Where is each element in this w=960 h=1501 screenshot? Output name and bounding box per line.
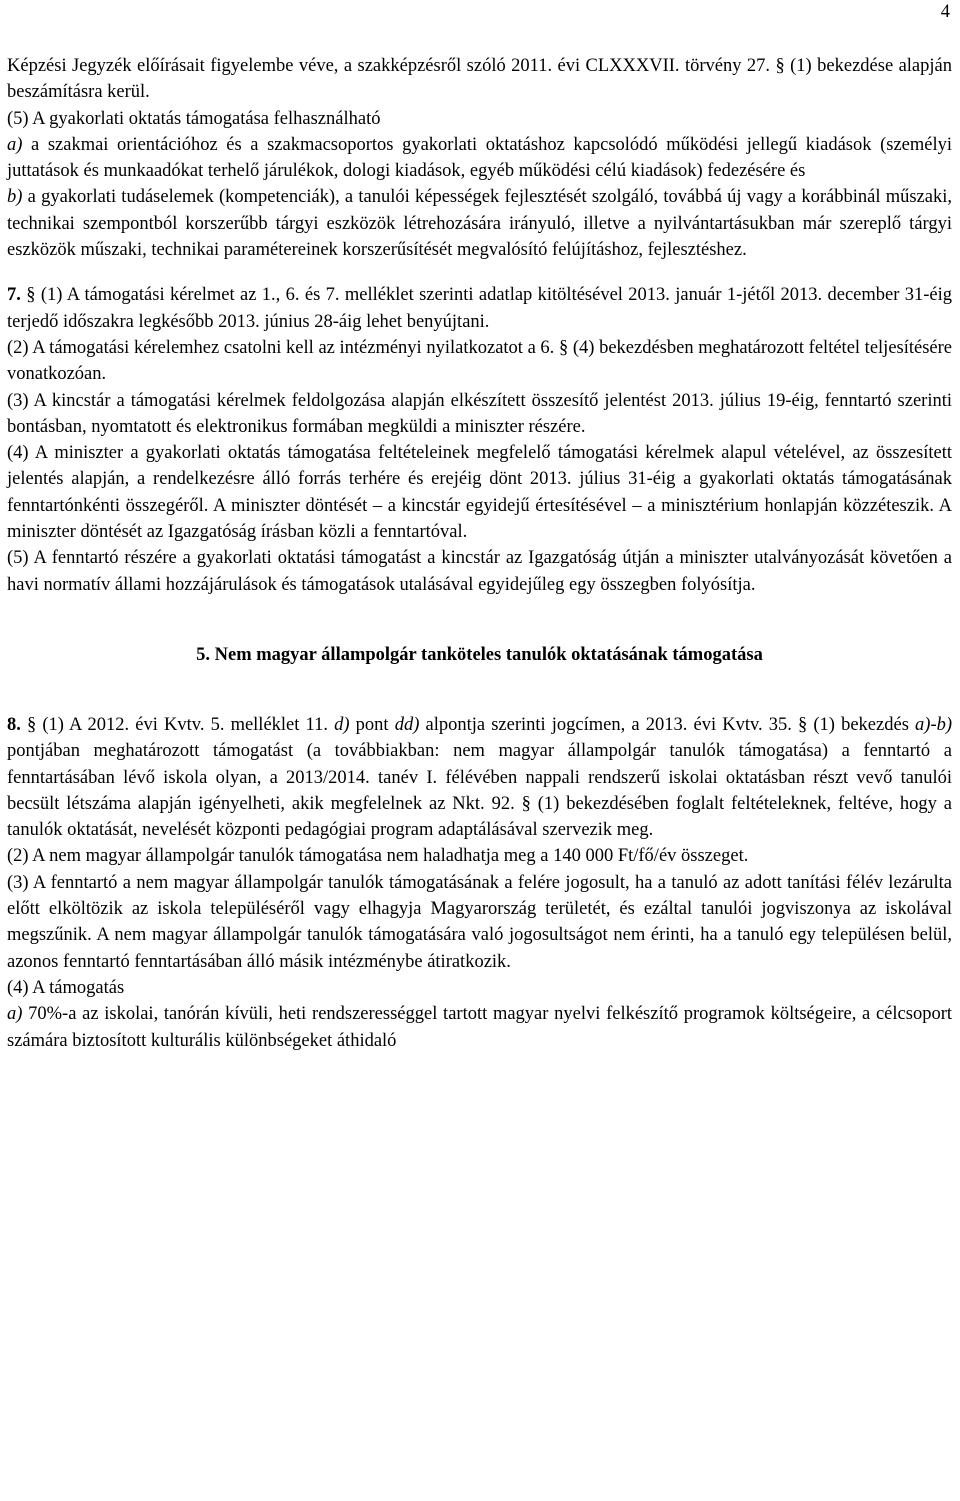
chapter-heading: 5. Nem magyar állampolgár tanköteles tanulók oktatásának támogatása [196, 644, 763, 665]
section-7-paragraph-2: (2) A támogatási kérelemhez csatolni kell az intézményi nyilatkozatot a 6. § (4) bekezdésben meghatározott feltétel teljesítésére vonatkozóan. [7, 337, 952, 385]
section-8-paragraph-1 [7, 712, 952, 843]
section-8-paragraph-4a [7, 1001, 952, 1054]
spacer [7, 598, 952, 642]
item-text: a szakmai orientációhoz és a szakmacsoportos gyakorlati oktatáshoz kapcsolódó működési jellegű kiadások (személyi juttatások és munkaadókat terhelő járulékok, dologi kiadások, egyéb működési célú kiadások) fedezésére és [7, 134, 952, 182]
text-run: pontjában meghatározott támogatást (a továbbiakban: nem magyar állampolgár tanulók támogatása) a fenntartó a fenntartásában lévő iskola olyan, a 2013/2014. tanév I. félévében nappali rendszerű iskolai oktatásban részt vevő tanulói becsült létszáma alapján igényelheti, akik megfelelnek az Nkt. 92. § (1) bekezdésében foglalt feltételeknek, feltéve, hogy a tanulók oktatását, nevelését központi pedagógiai program adaptálásával szervezik meg. [7, 741, 952, 841]
item-letter: a) [7, 1004, 23, 1025]
paragraph-5b [7, 184, 952, 263]
section-7-paragraph-5: (5) A fenntartó részére a gyakorlati oktatási támogatást a kincstár az Igazgatóság útján a miniszter utalványozását követően a havi normatív állami hozzájárulások és támogatások utalásával egyidejűleg egy összegben folyósítja. [7, 548, 952, 595]
text-run-italic: dd) [394, 714, 420, 735]
text-run: § (1) A 2012. évi Kvtv. 5. melléklet 11. [20, 714, 335, 735]
paragraph-text: § (1) A támogatási kérelmet az 1., 6. és 7. melléklet szerinti adatlap kitöltésével 2013. január 1-jétől 2013. december 31-éig terjedő időszakra legkésőbb 2013. június 28-áig lehet benyújtani. [7, 285, 952, 332]
text-run: pont [349, 714, 395, 735]
text-run-italic: d) [334, 714, 350, 735]
paragraph-5: (5) A gyakorlati oktatás támogatása felhasználható [7, 108, 381, 129]
section-number: 7. [7, 285, 21, 306]
text-run: alpontja szerinti jogcímen, a 2013. évi Kvtv. 35. § (1) bekezdés [419, 714, 916, 735]
paragraph-5a [7, 132, 952, 185]
item-text: a gyakorlati tudáselemek (kompetenciák), a tanulói képességek fejlesztését szolgáló, továbbá új vagy a korábbinál műszaki, technikai szempontból korszerűbb tárgyi eszközök létrehozására irányuló, illetve a nyilvántartásukban már szereplő tárgyi eszközök műszaki, technikai paramétereinek korszerűsítését megvalósító felújításhoz, fejlesztéshez. [7, 187, 952, 261]
item-text: 70%-a az iskolai, tanórán kívüli, heti rendszerességgel tartott magyar nyelvi felkészítő programok költségeire, a célcsoport számára biztosított kulturális különbségeket áthidaló [7, 1004, 952, 1051]
spacer [7, 668, 952, 712]
section-8-paragraph-3: (3) A fenntartó a nem magyar állampolgár tanulók támogatásának a felére jogosult, ha a tanuló az adott tanítási félév lezárulta előtt elköltözik az iskola településéről vagy elhagyja Magyarország területét, és ezáltal tanulói jogviszonya az iskolával megszűnik. A nem magyar állampolgár tanulók támogatására való jogosultságot nem érinti, ha a tanuló egy településen belül, azonos fenntartó fenntartásában álló másik intézménybe átiratkozik. [7, 872, 952, 972]
item-letter: a) [7, 134, 23, 155]
section-8-paragraph-2: (2) A nem magyar állampolgár tanulók támogatása nem haladhatja meg a 140 000 Ft/fő/év összeget. [7, 846, 749, 867]
section-number: 8. [7, 714, 21, 735]
document-body [7, 53, 952, 1054]
item-letter: b) [7, 187, 23, 208]
paragraph-intro: Képzési Jegyzék előírásait figyelembe véve, a szakképzésről szóló 2011. évi CLXXXVII. törvény 27. § (1) bekezdése alapján beszámításra kerül. [7, 56, 952, 103]
section-7-paragraph-4: (4) A miniszter a gyakorlati oktatás támogatása feltételeinek megfelelő támogatási kérelmek alapul vételével, az összesített jelentés alapján, a rendelkezésre álló forrás terhére és erejéig dönt 2013. július 31-éig a gyakorlati oktatás támogatásának fenntartónkénti összegéről. A miniszter döntését – a kincstár egyidejű értesítésével – a minisztérium honlapján közzéteszik. A miniszter döntését az Igazgatóság írásban közli a fenntartóval. [7, 443, 952, 543]
spacer [7, 263, 952, 282]
section-7-paragraph-1 [7, 282, 952, 335]
section-8-paragraph-4: (4) A támogatás [7, 977, 125, 998]
section-7-paragraph-3: (3) A kincstár a támogatási kérelmek feldolgozása alapján elkészített összesítő jelentést 2013. július 19-éig, fenntartó szerinti bontásban, nyomtatott és elektronikus formában megküldi a miniszter részére. [7, 390, 952, 437]
text-run-italic: a)-b) [915, 714, 953, 735]
page-number: 4 [940, 2, 950, 22]
